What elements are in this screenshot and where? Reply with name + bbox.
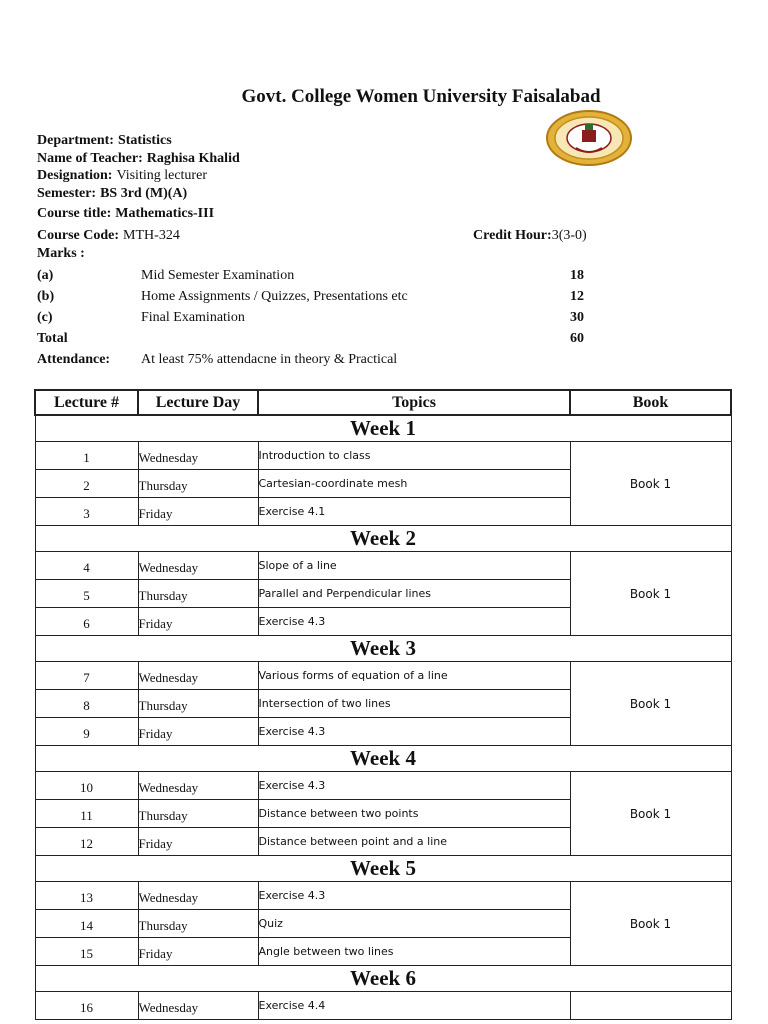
designation-label: Designation: <box>37 168 113 183</box>
book-cell: Book 1 <box>570 552 731 636</box>
lecture-day: Thursday <box>138 690 258 718</box>
page-title: Govt. College Women University Faisalabad <box>241 86 601 107</box>
lecture-number: 3 <box>35 498 138 526</box>
lecture-day: Friday <box>138 498 258 526</box>
course-title-value: Mathematics-III <box>115 206 215 221</box>
lecture-number: 10 <box>35 772 138 800</box>
lecture-day: Friday <box>138 718 258 746</box>
week-label: Week 5 <box>35 856 731 882</box>
course-code-line <box>37 226 180 244</box>
lecture-day: Friday <box>138 828 258 856</box>
table-row <box>35 992 731 1020</box>
table-header-row <box>35 390 731 415</box>
book-cell: Book 1 <box>570 442 731 526</box>
lecture-topic: Exercise 4.3 <box>258 608 570 636</box>
attendance-value: At least 75% attendacne in theory & Practical <box>141 352 398 367</box>
book-cell: Book 1 <box>570 662 731 746</box>
lecture-topic: Cartesian-coordinate mesh <box>258 470 570 498</box>
department-value: Statistics <box>117 133 172 148</box>
attendance-label: Attendance: <box>37 352 111 367</box>
semester-label: Semester: <box>37 186 97 201</box>
marks-key-c: (c) <box>37 310 53 325</box>
week-row <box>35 636 731 662</box>
header-lecture-number: Lecture # <box>35 390 138 415</box>
marks-key-b: (b) <box>37 289 55 304</box>
lecture-day: Thursday <box>138 800 258 828</box>
lecture-day: Wednesday <box>138 442 258 470</box>
lecture-number: 5 <box>35 580 138 608</box>
lecture-number: 1 <box>35 442 138 470</box>
week-row <box>35 746 731 772</box>
lecture-number: 13 <box>35 882 138 910</box>
department-line <box>37 131 172 149</box>
lecture-topic: Exercise 4.3 <box>258 718 570 746</box>
lecture-number: 4 <box>35 552 138 580</box>
university-seal-icon <box>546 110 632 166</box>
teacher-label: Name of Teacher: <box>37 151 143 166</box>
table-row <box>35 882 731 910</box>
course-title-line <box>37 204 214 222</box>
lecture-number: 15 <box>35 938 138 966</box>
lecture-day: Wednesday <box>138 662 258 690</box>
table-row <box>35 662 731 690</box>
total-value: 60 <box>570 331 584 346</box>
week-row <box>35 966 731 992</box>
credit-hour-line <box>473 226 587 244</box>
week-row <box>35 856 731 882</box>
lecture-topic: Angle between two lines <box>258 938 570 966</box>
lecture-number: 6 <box>35 608 138 636</box>
lecture-topic: Intersection of two lines <box>258 690 570 718</box>
week-row <box>35 526 731 552</box>
lecture-number: 11 <box>35 800 138 828</box>
course-title-label: Course title: <box>37 206 112 221</box>
semester-line <box>37 184 187 202</box>
lecture-day: Thursday <box>138 580 258 608</box>
lecture-day: Friday <box>138 608 258 636</box>
lecture-topic: Exercise 4.3 <box>258 772 570 800</box>
semester-value: BS 3rd (M)(A) <box>100 186 188 201</box>
week-label: Week 6 <box>35 966 731 992</box>
week-row <box>35 415 731 442</box>
lecture-topic: Slope of a line <box>258 552 570 580</box>
total-label: Total <box>37 331 68 346</box>
marks-value-b: 12 <box>570 289 584 304</box>
lecture-day: Friday <box>138 938 258 966</box>
lecture-topic: Introduction to class <box>258 442 570 470</box>
table-row <box>35 442 731 470</box>
book-cell <box>570 992 731 1020</box>
lecture-topic: Quiz <box>258 910 570 938</box>
marks-value-a: 18 <box>570 268 584 283</box>
department-label: Department: <box>37 133 114 148</box>
lecture-topic: Exercise 4.4 <box>258 992 570 1020</box>
book-cell: Book 1 <box>570 772 731 856</box>
lecture-day: Thursday <box>138 470 258 498</box>
book-cell: Book 1 <box>570 882 731 966</box>
week-label: Week 2 <box>35 526 731 552</box>
lecture-number: 2 <box>35 470 138 498</box>
marks-desc-b: Home Assignments / Quizzes, Presentations etc <box>141 289 408 304</box>
designation-line <box>37 166 207 184</box>
teacher-line <box>37 149 240 167</box>
credit-hour-value: 3(3-0) <box>551 228 587 243</box>
lecture-day: Wednesday <box>138 882 258 910</box>
marks-label: Marks : <box>37 246 85 261</box>
header-topics: Topics <box>258 390 570 415</box>
week-label: Week 4 <box>35 746 731 772</box>
marks-value-c: 30 <box>570 310 584 325</box>
course-code-value: MTH-324 <box>123 228 180 243</box>
course-code-label: Course Code: <box>37 228 120 243</box>
lecture-number: 9 <box>35 718 138 746</box>
lecture-day: Wednesday <box>138 772 258 800</box>
lecture-topic: Distance between point and a line <box>258 828 570 856</box>
lecture-day: Wednesday <box>138 992 258 1020</box>
lecture-number: 8 <box>35 690 138 718</box>
credit-hour-label: Credit Hour: <box>473 228 552 243</box>
table-row <box>35 552 731 580</box>
lecture-topic: Distance between two points <box>258 800 570 828</box>
designation-value: Visiting lecturer <box>116 168 207 183</box>
lecture-number: 14 <box>35 910 138 938</box>
marks-desc-a: Mid Semester Examination <box>141 268 295 283</box>
header-book: Book <box>570 390 731 415</box>
marks-key-a: (a) <box>37 268 54 283</box>
lecture-number: 7 <box>35 662 138 690</box>
lecture-topic: Exercise 4.3 <box>258 882 570 910</box>
table-row <box>35 772 731 800</box>
lecture-topic: Exercise 4.1 <box>258 498 570 526</box>
lecture-topic: Various forms of equation of a line <box>258 662 570 690</box>
marks-desc-c: Final Examination <box>141 310 245 325</box>
lecture-schedule-table <box>34 389 732 1020</box>
lecture-day: Wednesday <box>138 552 258 580</box>
lecture-day: Thursday <box>138 910 258 938</box>
week-label: Week 1 <box>35 415 731 442</box>
lecture-number: 16 <box>35 992 138 1020</box>
week-label: Week 3 <box>35 636 731 662</box>
header-lecture-day: Lecture Day <box>138 390 258 415</box>
lecture-number: 12 <box>35 828 138 856</box>
teacher-value: Raghisa Khalid <box>146 151 240 166</box>
lecture-topic: Parallel and Perpendicular lines <box>258 580 570 608</box>
